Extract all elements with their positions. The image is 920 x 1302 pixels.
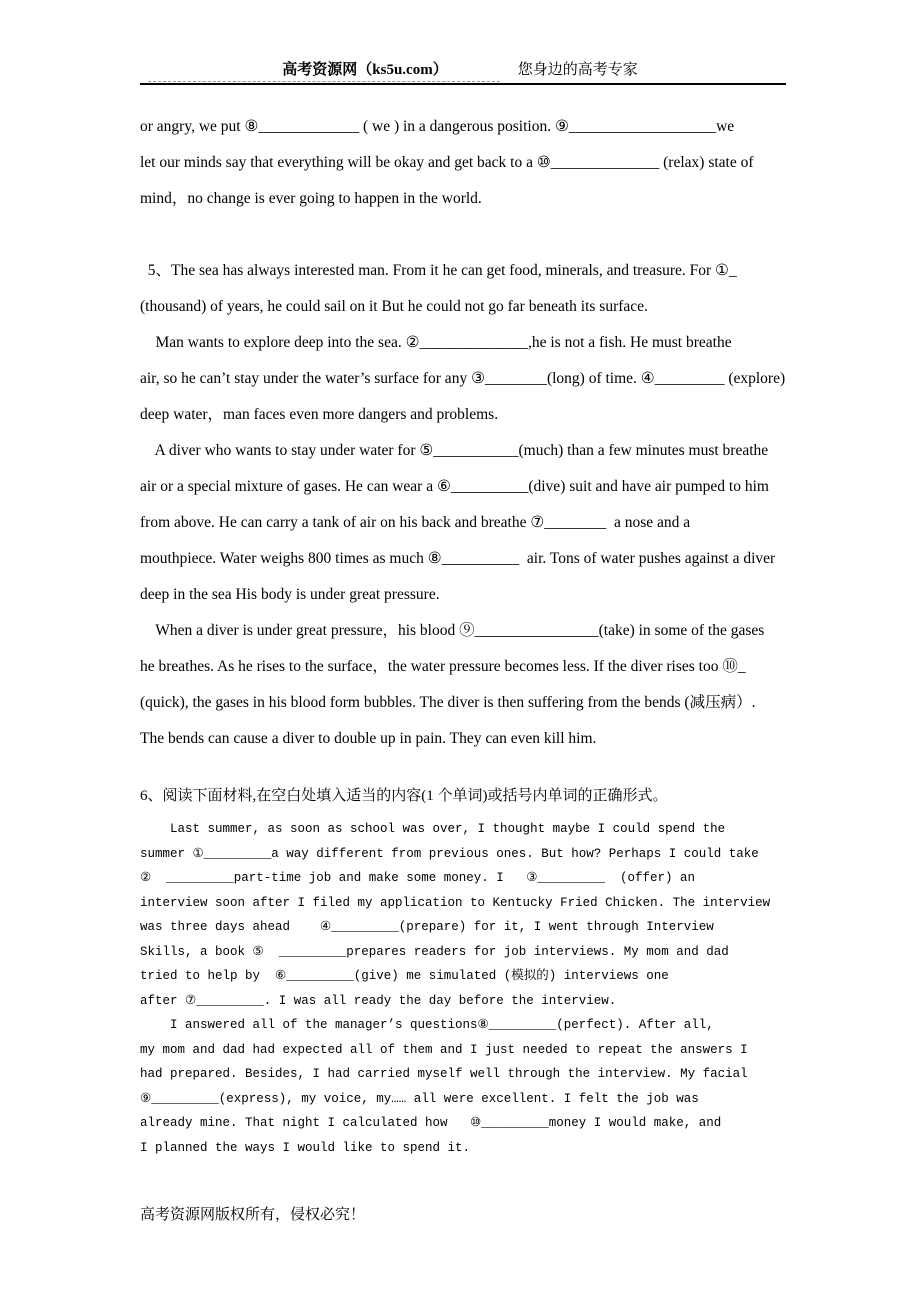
text-line: had prepared. Besides, I had carried myself well through the interview. My facial (140, 1067, 748, 1081)
text-line: was three days ahead ④_________(prepare) for it, I went through Interview (140, 920, 714, 934)
text-line: 5、The sea has always interested man. From it he can get food, minerals, and treasure. For ①_ (140, 262, 737, 279)
header-divider (140, 83, 786, 85)
text-line: I planned the ways I would like to spend it. (140, 1140, 471, 1155)
text-line: The bends can cause a diver to double up in pain. They can even kill him. (140, 730, 597, 747)
copyright-notice: 高考资源网版权所有，侵权必究！ (140, 1207, 366, 1223)
text-line: Last summer, as soon as school was over, I thought maybe I could spend the (140, 822, 726, 836)
text-line: summer ①_________a way different from previous ones. But how? Perhaps I could take (140, 846, 759, 861)
text-line: air, so he can’t stay under the water’s surface for any ③________(long) of time. ④_________ (explore) (140, 370, 786, 387)
text-line: I answered all of the manager’s questions⑧_________(perfect). After all, (140, 1018, 714, 1032)
document-body (0, 85, 920, 1160)
text-line: mouthpiece. Water weighs 800 times as much ⑧__________ air. Tons of water pushes against a diver (140, 550, 776, 567)
section-6-heading (140, 781, 860, 811)
text-line: mind，no change is ever going to happen in the world. (140, 190, 482, 207)
text-line: air or a special mixture of gases. He can wear a ⑥__________(dive) suit and have air pumped to him (140, 478, 769, 495)
page-footer (140, 1205, 365, 1225)
text-line: 6、阅读下面材料,在空白处填入适当的内容(1 个单词)或括号内单词的正确形式。 (140, 788, 668, 804)
header-text-row (0, 60, 920, 80)
text-line: ② _________part-time job and make some money. I ③_________ (offer) an (140, 871, 695, 885)
passage-6 (140, 817, 860, 1160)
text-line: Man wants to explore deep into the sea. ②______________,he is not a fish. He must breathe (140, 334, 732, 351)
text-line: my mom and dad had expected all of them and I just needed to repeat the answers I (140, 1042, 748, 1057)
text-line: tried to help by ⑥_________(give) me simulated (模拟的) interviews one (140, 969, 669, 983)
text-line: he breathes. As he rises to the surface，the water pressure becomes less. If the diver rises too ⑩_ (140, 658, 746, 675)
text-line: already mine. That night I calculated how ⑩_________money I would make, and (140, 1116, 722, 1130)
text-line: (thousand) of years, he could sail on it But he could not go far beneath its surface. (140, 298, 648, 315)
header-dashed-underline (148, 81, 500, 82)
text-line: or angry, we put ⑧_____________ ( we ) in a dangerous position. ⑨___________________we (140, 118, 735, 135)
site-name: 高考资源网（ks5u.com） (282, 62, 448, 78)
text-line: let our minds say that everything will be okay and get back to a ⑩______________ (relax) state of (140, 154, 754, 171)
text-line: deep water，man faces even more dangers and problems. (140, 406, 499, 423)
passage-4-continuation (140, 109, 860, 217)
text-line: after ⑦_________. I was all ready the day before the interview. (140, 993, 617, 1008)
text-line: A diver who wants to stay under water for ⑤___________(much) than a few minutes must breathe (140, 442, 769, 459)
text-line: deep in the sea His body is under great pressure. (140, 586, 440, 603)
text-line: Skills, a book ⑤ _________prepares readers for job interviews. My mom and dad (140, 944, 729, 959)
text-line: ⑨_________(express), my voice, my…… all were excellent. I felt the job was (140, 1091, 699, 1106)
passage-5 (140, 253, 860, 757)
text-line: interview soon after I filed my application to Kentucky Fried Chicken. The interview (140, 895, 771, 910)
page-header (0, 0, 920, 85)
text-line: from above. He can carry a tank of air on his back and breathe ⑦________ a nose and a (140, 514, 691, 531)
site-slogan: 您身边的高考专家 (517, 62, 638, 78)
text-line: (quick), the gases in his blood form bubbles. The diver is then suffering from the bends (减压病）. (140, 694, 756, 711)
text-line: When a diver is under great pressure，his blood ⑨________________(take) in some of the gases (140, 622, 765, 639)
